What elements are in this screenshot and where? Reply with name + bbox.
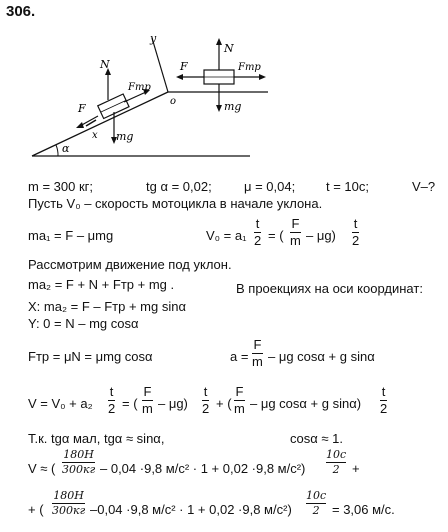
text-line-1: Пусть V₀ – скорость мотоцикла в начале уклона. xyxy=(28,196,323,211)
slope-block xyxy=(98,94,129,119)
eq-a-pre: a = xyxy=(230,349,249,364)
eq-v-plus: + ( xyxy=(216,396,232,411)
text-line-3: Рассмотрим движение под уклон. xyxy=(28,257,232,272)
frac-t-2-d: t 2 xyxy=(202,384,210,416)
left-ftr-label: Fтр xyxy=(128,82,151,93)
eq-calc-1-post: + xyxy=(352,461,360,476)
given-tg: tg α = 0,02; xyxy=(146,179,212,194)
eq-calc-2-mid: –0,04 ·9,8 м/с² · 1 + 0,02 ·9,8 м/с²) xyxy=(90,502,292,517)
right-ftr-label: Fтр xyxy=(238,62,261,73)
left-n-label: N xyxy=(100,58,110,71)
left-f-label: F xyxy=(78,102,86,115)
x-label: x xyxy=(92,130,98,141)
eq-ma1: ma₁ = F – μmg xyxy=(28,228,114,243)
frac-180-300-b: 180Н 300кг xyxy=(52,489,86,517)
frac-t-2-e: t 2 xyxy=(380,384,388,416)
problem-number: 306. xyxy=(6,3,36,20)
eq-calc-1-mid: – 0,04 ·9,8 м/с² · 1 + 0,02 ·9,8 м/с²) xyxy=(100,461,306,476)
eq-calc-2-pre: + ( xyxy=(28,502,44,517)
frac-180-300-a: 180Н 300кг xyxy=(62,448,96,476)
frac-10-2-b: 10с 2 xyxy=(306,489,327,517)
text-approx: Т.к. tgα мал, tgα ≈ sinα, xyxy=(28,431,165,446)
angle-arc xyxy=(56,145,58,156)
frac-f-m-c: F m xyxy=(142,384,153,416)
origin-label: o xyxy=(170,96,177,107)
given-t: t = 10с; xyxy=(326,179,369,194)
right-f-label: F xyxy=(180,60,188,73)
given-find: V–? xyxy=(412,179,436,194)
eq-calc-2-post: = 3,06 м/с. xyxy=(332,502,395,517)
frac-f-m-a: F m xyxy=(290,216,301,248)
y-label: y xyxy=(150,32,157,45)
right-n-label: N xyxy=(224,42,234,55)
eq-x: X: ma₂ = F – Fтр + mg sinα xyxy=(28,299,186,314)
eq-ftr: Fтр = μN = μmg cosα xyxy=(28,349,153,364)
eq-y: Y: 0 = N – mg cosα xyxy=(28,316,139,331)
given-mu: μ = 0,04; xyxy=(244,179,296,194)
frac-t-2-c: t 2 xyxy=(108,384,116,416)
text-projections: В проекциях на оси координат: xyxy=(236,281,423,296)
x-axis-arrow xyxy=(86,120,96,126)
right-mg-label: mg xyxy=(224,100,242,113)
y-axis-line xyxy=(152,38,168,92)
eq-v-mid: – μg) xyxy=(158,396,188,411)
slope-line xyxy=(32,92,168,156)
force-diagram xyxy=(0,0,448,170)
eq-v0-eq: = ( xyxy=(268,228,284,243)
eq-a-post: – μg cosα + g sinα xyxy=(268,349,375,364)
eq-v-mid2: – μg cosα + g sinα) xyxy=(250,396,362,411)
eq-v0-mid: – μg) xyxy=(306,228,336,243)
left-ftr-arrow xyxy=(124,92,146,102)
eq-v-pre: V = V₀ + a₂ xyxy=(28,396,93,411)
eq-v-eq: = ( xyxy=(122,396,138,411)
left-mg-label: mg xyxy=(116,130,134,143)
eq-v0-pre: V₀ = a₁ xyxy=(206,228,247,243)
eq-vector: ma₂ = F + N + Fтр + mg . xyxy=(28,277,175,292)
frac-f-m-d: F m xyxy=(234,384,245,416)
text-cos: cosα ≈ 1. xyxy=(290,431,343,446)
given-m: m = 300 кг; xyxy=(28,179,93,194)
frac-t-2-a: t 2 xyxy=(254,216,262,248)
frac-f-m-b: F m xyxy=(252,337,263,369)
frac-t-2-b: t 2 xyxy=(352,216,360,248)
alpha-label: α xyxy=(62,142,70,155)
eq-calc-1-pre: V ≈ ( xyxy=(28,461,56,476)
frac-10-2-a: 10с 2 xyxy=(326,448,347,476)
